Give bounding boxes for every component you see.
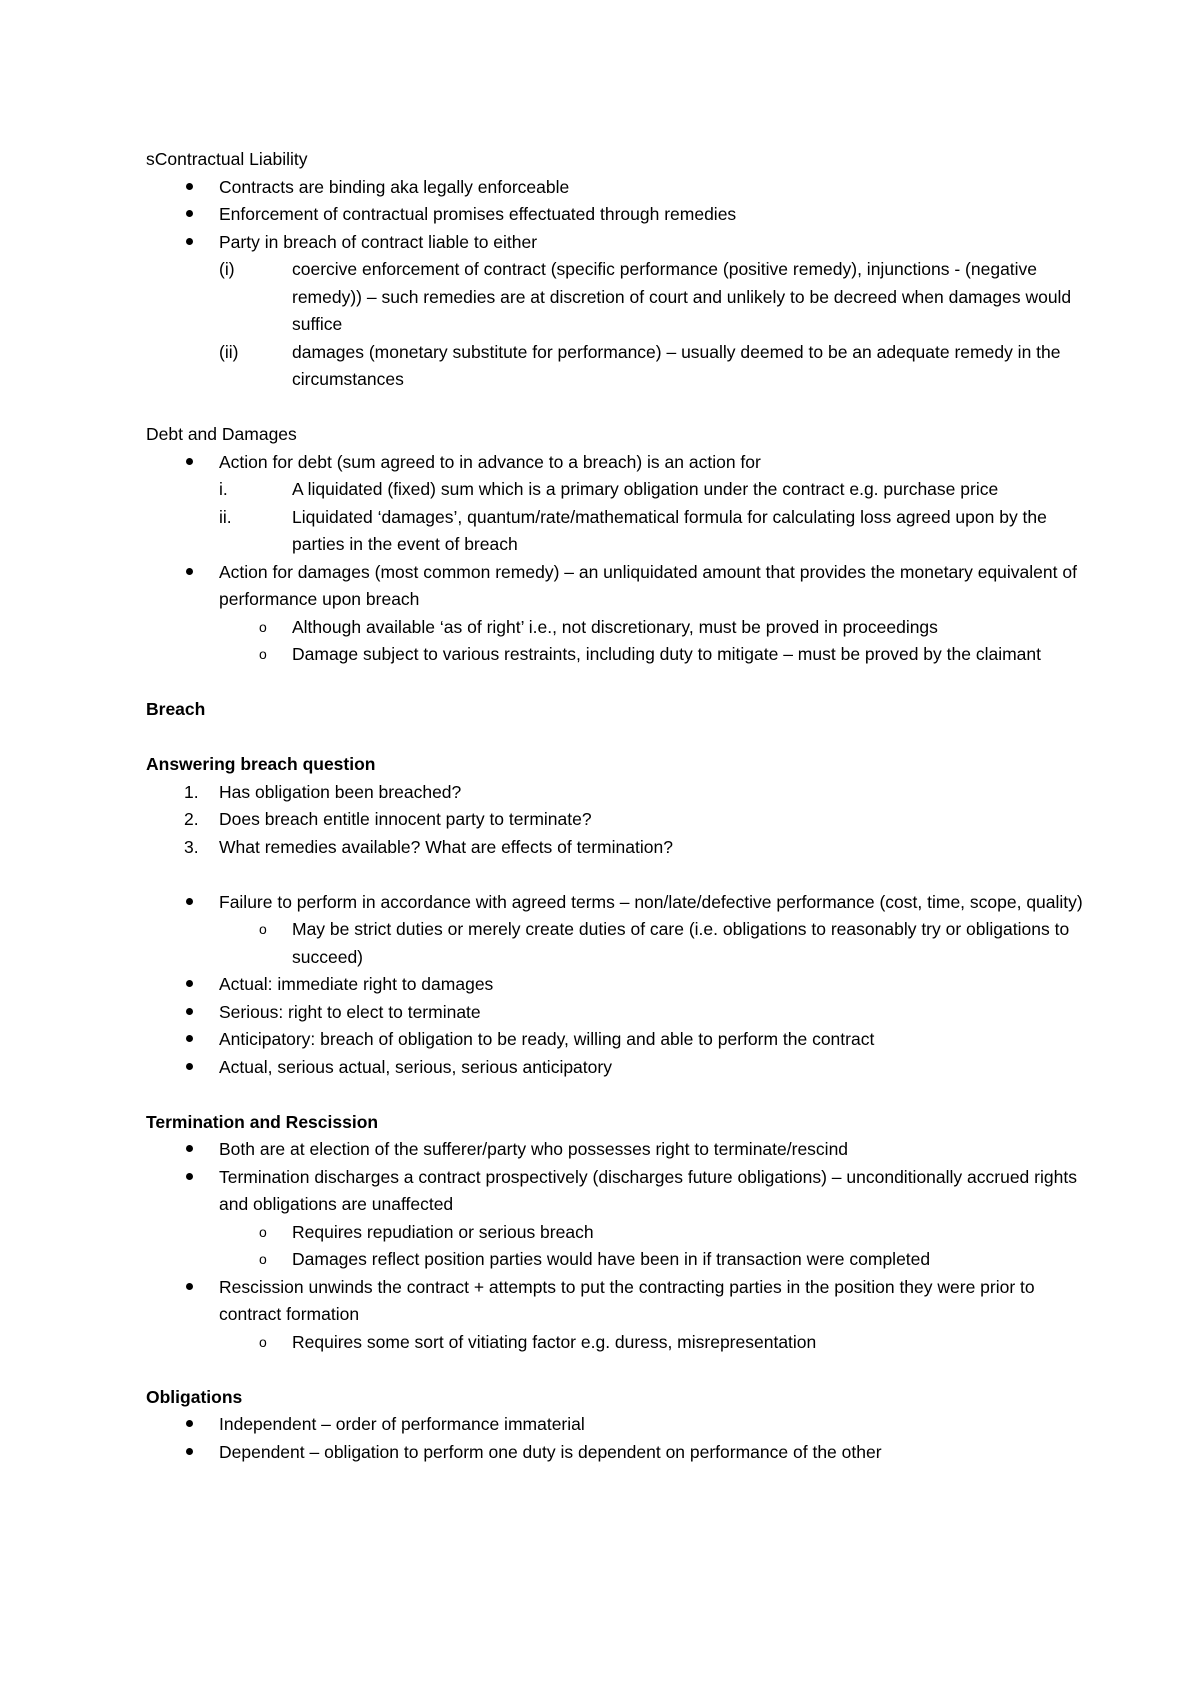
list-marker: i. — [219, 479, 228, 499]
list-item: Independent – order of performance immaterial — [146, 1411, 1086, 1439]
list-item: o Damages reflect position parties would have been in if transaction were completed — [146, 1246, 1086, 1274]
list-marker: (i) — [219, 259, 235, 279]
list-contractual-liability — [146, 174, 1086, 394]
list-item: ii. Liquidated ‘damages’, quantum/rate/mathematical formula for calculating loss agreed upon by the parties in the event of breach — [146, 504, 1086, 559]
bullet-icon — [186, 174, 214, 202]
list-item: Anticipatory: breach of obligation to be ready, willing and able to perform the contract — [146, 1026, 1086, 1054]
list-item: Contracts are binding aka legally enforceable — [146, 174, 1086, 202]
list-marker: 2. — [184, 809, 199, 829]
bullet-icon — [186, 1136, 214, 1164]
circle-bullet-icon: o — [259, 618, 267, 635]
list-item: o Although available ‘as of right’ i.e., not discretionary, must be proved in proceedings — [146, 614, 1086, 642]
circle-bullet-icon: o — [259, 1333, 267, 1350]
bullet-icon — [186, 449, 214, 477]
bullet-icon — [186, 1026, 214, 1054]
bullet-icon — [186, 1164, 214, 1192]
list-item: 2. Does breach entitle innocent party to terminate? — [146, 806, 1086, 834]
bullet-icon — [186, 201, 214, 229]
bullet-icon — [186, 1054, 214, 1082]
list-item: (i) coercive enforcement of contract (specific performance (positive remedy), injunctions - (negative remedy)) – such remedies are at discretion of court and unlikely to be decreed when damages would suffice — [146, 256, 1086, 339]
circle-bullet-icon: o — [259, 921, 267, 937]
list-item: Actual: immediate right to damages — [146, 971, 1086, 999]
list-item: Action for debt (sum agreed to in advance to a breach) is an action for — [146, 449, 1086, 477]
list-debt-and-damages — [146, 449, 1086, 669]
list-item: 3. What remedies available? What are effects of termination? — [146, 834, 1086, 862]
list-item: o Damage subject to various restraints, including duty to mitigate – must be proved by the claimant — [146, 641, 1086, 669]
document-page — [146, 146, 1086, 1466]
circle-bullet-icon: o — [259, 1251, 267, 1267]
list-item: Termination discharges a contract prospectively (discharges future obligations) – unconditionally accrued rights and obligations are unaffected — [146, 1164, 1086, 1219]
list-item: (ii) damages (monetary substitute for performance) – usually deemed to be an adequate remedy in the circumstances — [146, 339, 1086, 394]
heading-breach: Breach — [146, 699, 206, 719]
heading-termination-and-rescission: Termination and Rescission — [146, 1111, 379, 1132]
list-marker: 1. — [184, 781, 199, 802]
list-marker: 3. — [184, 836, 199, 857]
bullet-icon — [186, 971, 214, 999]
list-item: o Requires some sort of vitiating factor e.g. duress, misrepresentation — [146, 1329, 1086, 1357]
circle-bullet-icon: o — [259, 646, 267, 662]
list-item: Enforcement of contractual promises effectuated through remedies — [146, 201, 1086, 229]
bullet-icon — [186, 1274, 214, 1302]
list-breach-steps — [146, 779, 1086, 862]
list-item: o May be strict duties or merely create duties of care (i.e. obligations to reasonably try or obligations to succeed) — [146, 916, 1086, 971]
bullet-icon — [186, 1411, 214, 1439]
list-item: Party in breach of contract liable to either — [146, 229, 1086, 257]
heading-obligations: Obligations — [146, 1386, 243, 1407]
list-item: Serious: right to elect to terminate — [146, 999, 1086, 1027]
list-item: Dependent – obligation to perform one duty is dependent on performance of the other — [146, 1439, 1086, 1467]
bullet-icon — [186, 889, 214, 917]
list-marker: (ii) — [219, 341, 239, 362]
list-item: Action for damages (most common remedy) – an unliquidated amount that provides the monetary equivalent of performance upon breach — [146, 559, 1086, 614]
heading-answering-breach-question: Answering breach question — [146, 754, 376, 774]
list-item: Rescission unwinds the contract + attempts to put the contracting parties in the position they were prior to contract formation — [146, 1274, 1086, 1329]
heading-debt-and-damages: Debt and Damages — [146, 424, 297, 444]
list-item: i. A liquidated (fixed) sum which is a primary obligation under the contract e.g. purchase price — [146, 476, 1086, 504]
list-item: Actual, serious actual, serious, serious anticipatory — [146, 1054, 1086, 1082]
list-item: Failure to perform in accordance with agreed terms – non/late/defective performance (cost, time, scope, quality) — [146, 889, 1086, 917]
bullet-icon — [186, 999, 214, 1027]
list-item: Both are at election of the sufferer/party who possesses right to terminate/rescind — [146, 1136, 1086, 1164]
list-marker: ii. — [219, 506, 232, 527]
heading-contractual-liability: sContractual Liability — [146, 149, 308, 169]
bullet-icon — [186, 559, 214, 587]
bullet-icon — [186, 1439, 214, 1467]
bullet-icon — [186, 229, 214, 257]
list-breach-types — [146, 889, 1086, 1082]
list-item: o Requires repudiation or serious breach — [146, 1219, 1086, 1247]
list-termination-and-rescission — [146, 1136, 1086, 1356]
circle-bullet-icon: o — [259, 1223, 267, 1240]
list-item: 1. Has obligation been breached? — [146, 779, 1086, 807]
list-obligations — [146, 1411, 1086, 1466]
